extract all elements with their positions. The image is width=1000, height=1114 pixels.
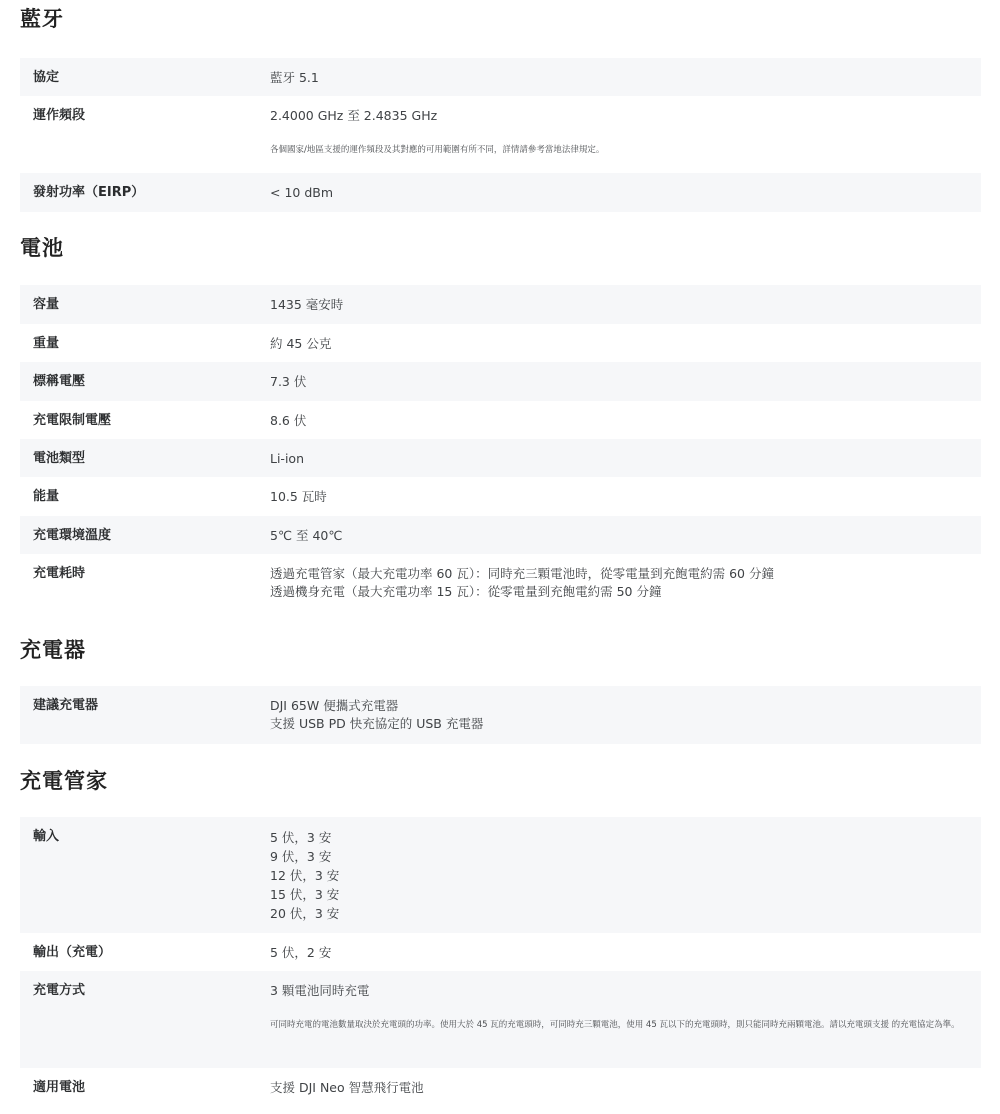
spec-row-charging-method (20, 971, 981, 1068)
spec-row-charging-time (20, 554, 981, 614)
value-line: 20 伏，3 安 (270, 906, 340, 921)
spec-row-input (20, 817, 981, 933)
spec-row-capacity (20, 285, 981, 324)
value-line: 透過充電管家（最大充電功率 60 瓦）：同時充三顆電池時，從零電量到充飽電約需 60 分鐘 (270, 566, 774, 581)
note-line: 可同時充電的電池數量取決於充電頭的功率。使用大於 45 瓦的充電頭時，可同時充三顆電池，使用 45 瓦以下的充電頭時，則只能同時充兩顆電池。請以充電頭支援 (270, 1020, 889, 1030)
spec-label: 輸入 (33, 829, 60, 844)
value-line: 9 伏，3 安 (270, 849, 332, 864)
spec-label: 能量 (33, 489, 60, 504)
spec-row-protocol (20, 58, 981, 96)
section-title-battery: 電池 (20, 236, 64, 260)
spec-value: 2.4000 GHz 至 2.4835 GHz (270, 108, 438, 123)
spec-value: 藍牙 5.1 (270, 70, 319, 85)
spec-value: 5 伏，2 安 (270, 945, 332, 960)
spec-label: 充電限制電壓 (33, 413, 112, 428)
spec-row-nominal-voltage (20, 362, 981, 401)
spec-label: 建議充電器 (33, 698, 99, 713)
value-line: DJI 65W 便攜式充電器 (270, 698, 399, 713)
spec-label: 輸出（充電） (33, 945, 112, 960)
value-line: 透過機身充電（最大充電功率 15 瓦）：從零電量到充飽電約需 50 分鐘 (270, 584, 662, 599)
spec-row-frequency (20, 96, 981, 173)
spec-label: 容量 (33, 297, 60, 312)
spec-row-weight (20, 324, 981, 362)
spec-value: 10.5 瓦時 (270, 489, 327, 504)
spec-row-charging-temperature (20, 516, 981, 554)
section-title-charger: 充電器 (20, 638, 86, 662)
spec-value: < 10 dBm (270, 185, 334, 200)
spec-value (270, 697, 970, 733)
spec-label: 電池類型 (33, 451, 86, 466)
spec-row-charge-voltage-limit (20, 401, 981, 439)
section-title-bluetooth: 藍牙 (20, 7, 64, 31)
spec-label: 協定 (33, 70, 60, 85)
spec-row-eirp (20, 173, 981, 212)
spec-row-output (20, 933, 981, 971)
spec-row-compatible-battery (20, 1068, 981, 1108)
spec-value: 約 45 公克 (270, 336, 332, 351)
spec-note (270, 1017, 970, 1034)
value-line: 12 伏，3 安 (270, 868, 340, 883)
spec-value: Li-ion (270, 451, 304, 466)
spec-value: 1435 毫安時 (270, 297, 344, 312)
spec-label: 運作頻段 (33, 108, 86, 123)
spec-value: 5℃ 至 40℃ (270, 528, 343, 543)
value-line: 支援 USB PD 快充協定的 USB 充電器 (270, 716, 484, 731)
spec-row-recommended-charger (20, 686, 981, 744)
spec-row-energy (20, 477, 981, 516)
spec-label: 充電環境溫度 (33, 528, 112, 543)
spec-label: 標稱電壓 (33, 374, 86, 389)
value-line: 5 伏，3 安 (270, 830, 332, 845)
spec-value (270, 565, 970, 601)
spec-value: 7.3 伏 (270, 374, 307, 389)
note-line: 的充電協定為準。 (891, 1020, 960, 1030)
spec-value: 支援 DJI Neo 智慧飛行電池 (270, 1080, 424, 1095)
value-line: 15 伏，3 安 (270, 887, 340, 902)
spec-row-battery-type (20, 439, 981, 477)
spec-label: 充電耗時 (33, 566, 86, 581)
spec-label: 重量 (33, 336, 60, 351)
spec-label: 適用電池 (33, 1080, 86, 1095)
spec-value: 8.6 伏 (270, 413, 307, 428)
spec-value: 3 顆電池同時充電 (270, 983, 370, 998)
spec-value (270, 828, 970, 923)
spec-note: 各個國家/地區支援的運作頻段及其對應的可用範圍有所不同，詳情請參考當地法律規定。 (270, 145, 605, 155)
section-title-charging-hub: 充電管家 (20, 769, 108, 793)
spec-label: 發射功率（EIRP） (33, 185, 145, 200)
spec-label: 充電方式 (33, 983, 86, 998)
